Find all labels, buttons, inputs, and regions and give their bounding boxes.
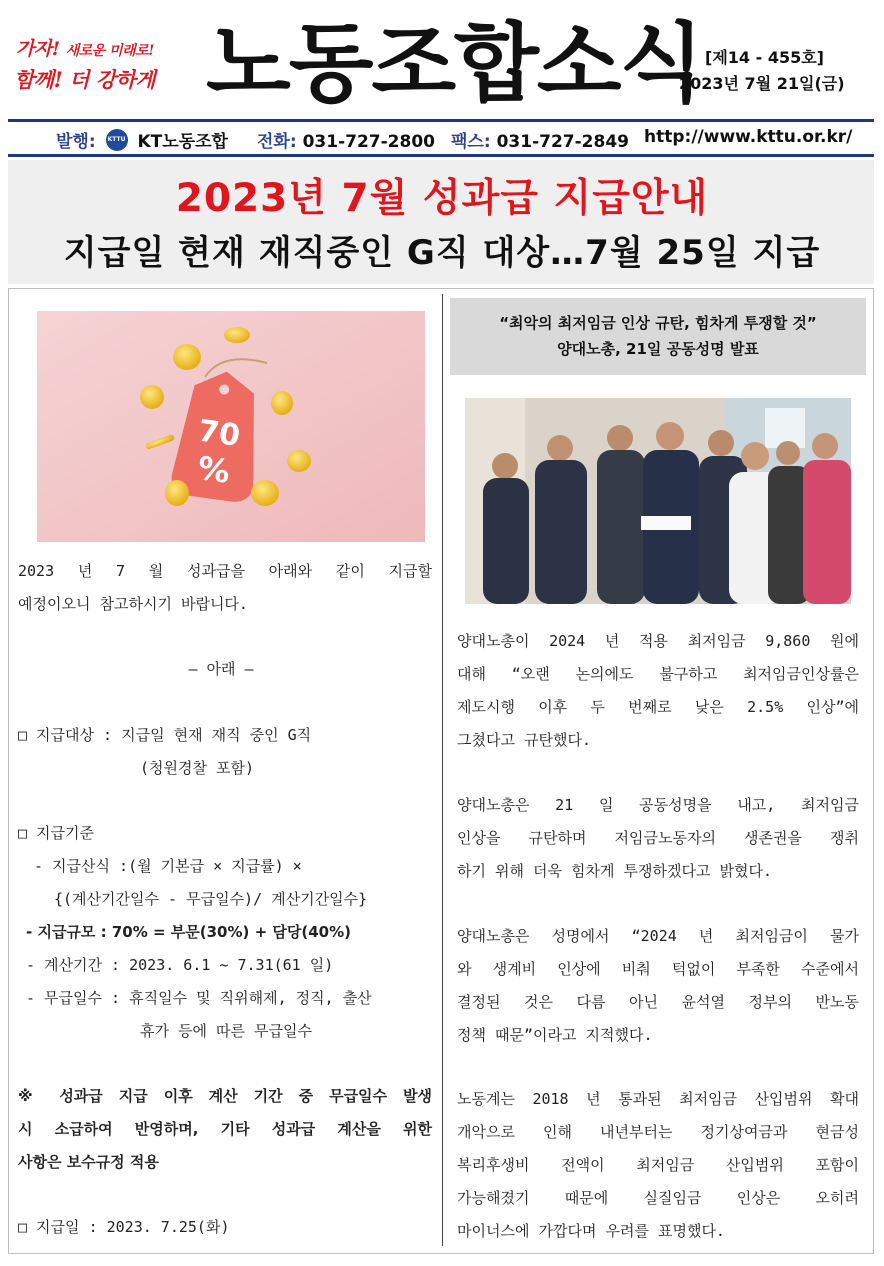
note-line-2: 시 소급하여 반영하며, 기타 성과급 계산을 위한	[18, 1120, 432, 1138]
fax-label: 팩스:	[451, 132, 491, 152]
target-line-1: □ 지급대상 : 지급일 현재 재직 중인 G직	[18, 726, 312, 744]
publisher-name: KT노동조합	[137, 132, 228, 152]
criteria-label: □ 지급기준	[18, 824, 95, 842]
formula-line-1: - 지급산식 :(월 기본급 × 지급률) ×	[34, 857, 302, 875]
coin-icon	[224, 327, 250, 343]
unpaid-line-1: - 무급일수 : 휴직일수 및 직위해제, 정직, 출산	[26, 989, 372, 1007]
phone-label: 전화:	[257, 132, 297, 152]
paragraph-line: 와 생계비 인상에 비춰 턱없이 부족한 수준에서	[457, 960, 859, 978]
publisher-bar	[8, 124, 874, 152]
article-paragraph-2	[457, 789, 859, 888]
article-paragraph-3	[457, 920, 859, 1052]
paragraph-line: 노동계는 2018 년 통과된 최저임금 산입범위 확대	[457, 1090, 859, 1108]
paragraph-line: 대해 “오랜 논의에도 불구하고 최저임금인상률은	[457, 665, 859, 683]
slogan-line-2: 함께! 더 강하게	[14, 67, 156, 92]
tag-percent-sign: %	[195, 448, 233, 491]
paragraph-line: 양대노총은 21 일 공동성명을 내고, 최저임금	[457, 796, 859, 814]
unpaid-line-2: 휴가 등에 따른 무급일수	[140, 1022, 312, 1040]
newsletter-title: 노동조합소식	[206, 14, 703, 114]
paragraph-line: 결정된 것은 다름 아닌 윤석열 정부의 반노동	[457, 993, 859, 1011]
note-line-1: ※ 성과급 지급 이후 계산 기간 중 무급일수 발생	[18, 1087, 432, 1105]
section-marker: — 아래 —	[188, 660, 254, 678]
period-line: - 계산기간 : 2023. 6.1 ~ 7.31(61 일)	[26, 956, 334, 974]
person-icon	[597, 425, 645, 604]
paragraph-line: 그쳤다고 규탄했다.	[457, 731, 591, 749]
side-article-subtitle: 양대노총, 21일 공동성명 발표	[557, 340, 759, 358]
union-leaders-photo	[465, 398, 851, 604]
paragraph-line: 제도시행 이후 두 번째로 낮은 2.5% 인상”에	[457, 698, 859, 716]
article-paragraph-4	[457, 1083, 859, 1248]
kttu-logo-icon: KTTU	[106, 129, 128, 151]
website-link[interactable]: http://www.kttu.or.kr/	[644, 127, 853, 147]
target-line-2: (청원경찰 포함)	[140, 759, 255, 777]
article-paragraph-1	[457, 625, 859, 757]
bottom-rule	[8, 154, 874, 157]
coin-icon	[165, 480, 189, 506]
paragraph-line: 개악으로 인해 내년부터는 정기상여금과 현금성	[457, 1123, 859, 1141]
coin-icon	[173, 344, 201, 370]
phone-number: 031-727-2800	[302, 132, 435, 152]
headline-title: 2023년 7월 성과급 지급안내	[175, 176, 709, 221]
paragraph-line: 정책 때문”이라고 지적했다.	[457, 1026, 653, 1044]
headline-subtitle: 지급일 현재 재직중인 G직 대상…7월 25일 지급	[63, 233, 821, 273]
sale-tag-illustration	[37, 311, 425, 542]
coin-icon	[271, 391, 293, 415]
paragraph-line: 복리후생비 전액이 최저임금 산입범위 포함이	[457, 1156, 859, 1174]
paragraph-line: 인상을 규탄하며 저임금노동자의 생존권을 쟁취	[457, 829, 859, 847]
publisher-label: 발행:	[56, 132, 96, 152]
slogan-future: 새로운 미래로!	[65, 43, 154, 59]
coin-icon	[140, 385, 164, 409]
intro-line-1: 2023 년 7 월 성과급을 아래와 같이 지급할	[18, 562, 432, 580]
fax-number: 031-727-2849	[496, 132, 629, 152]
paragraph-line: 양대노총은 성명에서 “2024 년 최저임금이 물가	[457, 927, 859, 945]
slogan-line-1	[16, 34, 154, 61]
paragraph-line: 양대노총이 2024 년 적용 최저임금 9,860 원에	[457, 632, 859, 650]
payday-line: □ 지급일 : 2023. 7.25(화)	[18, 1218, 230, 1236]
paragraph-line: 마이너스에 가깝다며 우려를 표명했다.	[457, 1222, 725, 1240]
side-article-title: “최악의 최저임금 인상 규탄, 힘차게 투쟁할 것”	[499, 314, 817, 332]
intro-line-2: 예정이오니 참고하시기 바랍니다.	[18, 595, 248, 613]
formula-line-2: {(계산기간일수 - 무급일수)/ 계산기간일수}	[54, 890, 368, 908]
slogan-go: 가자!	[16, 38, 60, 60]
issue-number: [제14 - 455호]	[705, 48, 824, 67]
scale-line: - 지급규모 : 70% = 부문(30%) + 담당(40%)	[26, 923, 351, 941]
coin-icon	[251, 480, 279, 506]
side-article-headline-box	[450, 298, 866, 375]
paragraph-line: 하기 위해 더욱 힘차게 투쟁하겠다고 밝혔다.	[457, 862, 773, 880]
press-conference-photo	[465, 398, 851, 604]
paragraph-line: 가능해졌기 때문에 실질임금 인상은 오히려	[457, 1189, 859, 1207]
coin-icon	[287, 450, 311, 472]
issue-date: 2023년 7월 21일(금)	[679, 74, 845, 93]
top-rule	[8, 119, 874, 122]
bonus-sale-image	[37, 311, 425, 542]
tag-percent-number: 70	[195, 413, 243, 454]
note-line-3: 사항은 보수규정 적용	[18, 1153, 159, 1171]
